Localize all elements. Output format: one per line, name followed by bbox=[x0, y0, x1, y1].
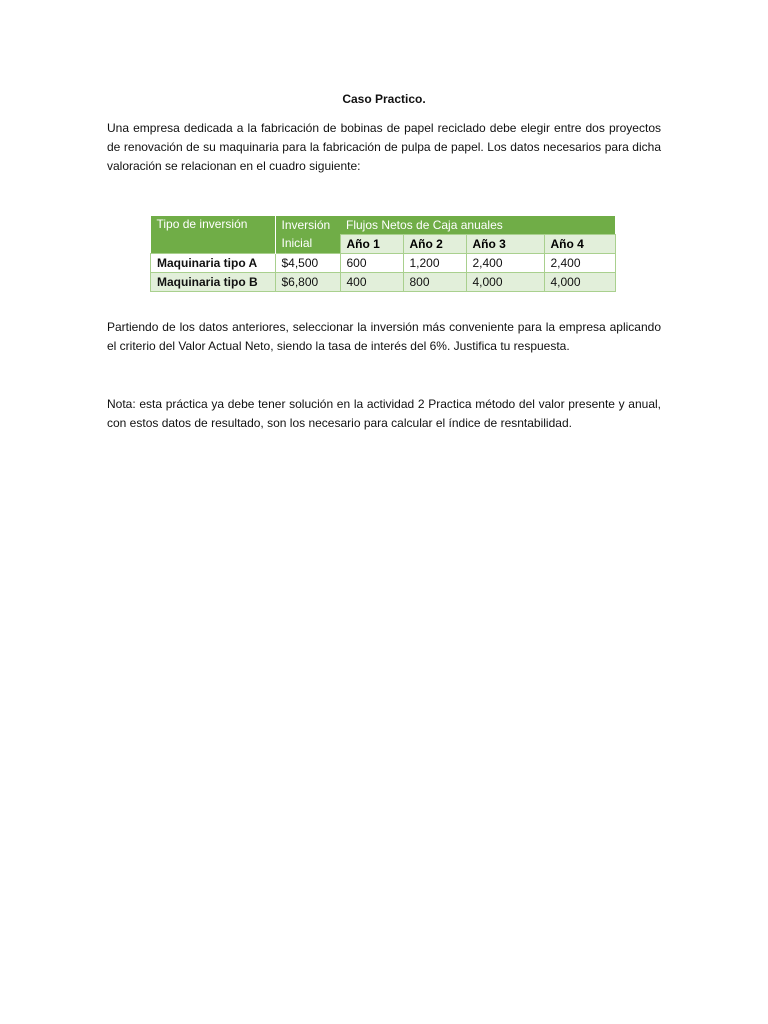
row-initial-investment: $6,800 bbox=[275, 273, 340, 292]
header-year-2: Año 2 bbox=[403, 235, 466, 254]
document-title: Caso Practico. bbox=[342, 92, 426, 106]
table-header-row bbox=[151, 216, 616, 235]
row-label: Maquinaria tipo A bbox=[151, 254, 276, 273]
note-paragraph: Nota: esta práctica ya debe tener solución en la actividad 2 Practica método del valor presente y anual, con estos datos de resultado, son los necesario para calcular el índice de resntabilidad. bbox=[107, 397, 661, 430]
row-flow-year-4: 2,400 bbox=[544, 254, 615, 273]
row-flow-year-1: 400 bbox=[340, 273, 403, 292]
row-flow-year-3: 2,400 bbox=[466, 254, 544, 273]
row-label: Maquinaria tipo B bbox=[151, 273, 276, 292]
row-flow-year-4: 4,000 bbox=[544, 273, 615, 292]
row-initial-investment: $4,500 bbox=[275, 254, 340, 273]
header-initial-investment-line2: Inicial bbox=[275, 235, 340, 254]
table-row bbox=[151, 254, 616, 273]
row-flow-year-2: 800 bbox=[403, 273, 466, 292]
header-investment-type: Tipo de inversión bbox=[151, 216, 276, 254]
investment-table-container bbox=[150, 216, 616, 292]
header-cash-flows: Flujos Netos de Caja anuales bbox=[340, 216, 615, 235]
intro-paragraph: Una empresa dedicada a la fabricación de bobinas de papel reciclado debe elegir entre dos proyectos de renovación de su maquinaria para la fabricación de pulpa de papel. Los datos necesarios para dicha valoración se relacionan en el cuadro siguiente: bbox=[107, 121, 661, 173]
investment-table bbox=[150, 216, 616, 292]
row-flow-year-2: 1,200 bbox=[403, 254, 466, 273]
row-flow-year-3: 4,000 bbox=[466, 273, 544, 292]
header-year-4: Año 4 bbox=[544, 235, 615, 254]
document-page bbox=[107, 90, 661, 430]
row-flow-year-1: 600 bbox=[340, 254, 403, 273]
table-row bbox=[151, 273, 616, 292]
header-year-3: Año 3 bbox=[466, 235, 544, 254]
question-paragraph: Partiendo de los datos anteriores, seleccionar la inversión más conveniente para la empresa aplicando el criterio del Valor Actual Neto, siendo la tasa de interés del 6%. Justifica tu respuesta. bbox=[107, 320, 661, 353]
header-initial-investment-line1: Inversión bbox=[275, 216, 340, 235]
header-year-1: Año 1 bbox=[340, 235, 403, 254]
